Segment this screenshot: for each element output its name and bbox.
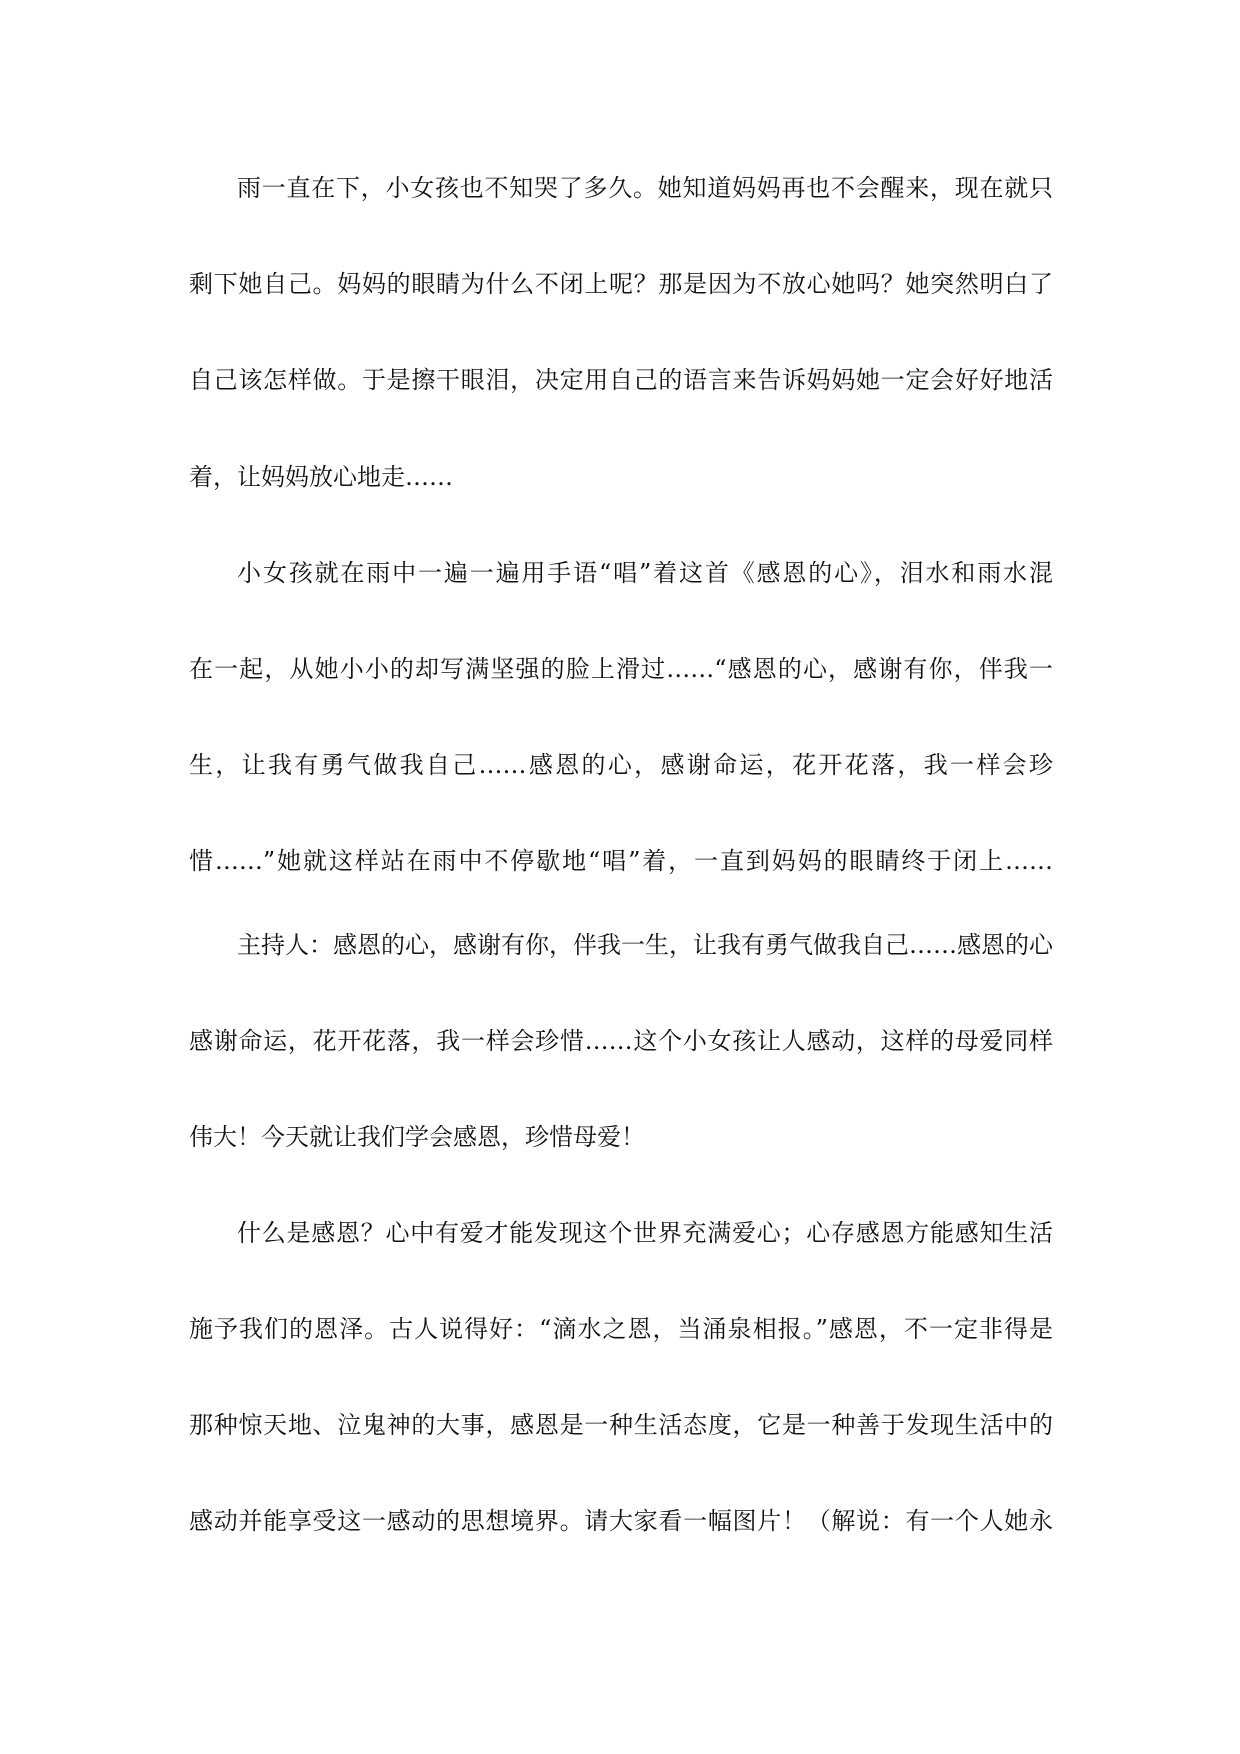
text-line: 生，让我有勇气做我自己……感恩的心，感谢命运，花开花落，我一样会珍	[189, 751, 1053, 779]
text-line: 那种惊天地、泣鬼神的大事，感恩是一种生活态度，它是一种善于发现生活中的	[189, 1411, 1053, 1439]
text-line: 小女孩就在雨中一遍一遍用手语“唱”着这首《感恩的心》，泪水和雨水混	[237, 559, 1053, 587]
text-line: 雨一直在下，小女孩也不知哭了多久。她知道妈妈再也不会醒来，现在就只	[237, 174, 1053, 202]
text-line: 剩下她自己。妈妈的眼睛为什么不闭上呢？那是因为不放心她吗？她突然明白了	[189, 270, 1053, 298]
text-line: 惜……”她就这样站在雨中不停歇地“唱”着，一直到妈妈的眼睛终于闭上……	[189, 847, 1053, 875]
text-line: 自己该怎样做。于是擦干眼泪，决定用自己的语言来告诉妈妈她一定会好好地活	[189, 366, 1053, 394]
text-line: 在一起，从她小小的却写满坚强的脸上滑过……“感恩的心，感谢有你，伴我一	[189, 655, 1053, 683]
text-line: 施予我们的恩泽。古人说得好：“滴水之恩，当涌泉相报。”感恩，不一定非得是	[189, 1315, 1053, 1343]
text-line: 感动并能享受这一感动的思想境界。请大家看一幅图片！（解说：有一个人她永	[189, 1507, 1053, 1535]
text-line: 伟大！今天就让我们学会感恩，珍惜母爱！	[189, 1123, 645, 1151]
text-line: 什么是感恩？心中有爱才能发现这个世界充满爱心；心存感恩方能感知生活	[237, 1219, 1053, 1247]
text-line: 着，让妈妈放心地走……	[189, 463, 453, 491]
text-line: 主持人：感恩的心，感谢有你，伴我一生，让我有勇气做我自己……感恩的心	[237, 931, 1053, 959]
text-line: 感谢命运，花开花落，我一样会珍惜……这个小女孩让人感动，这样的母爱同样	[189, 1027, 1053, 1055]
